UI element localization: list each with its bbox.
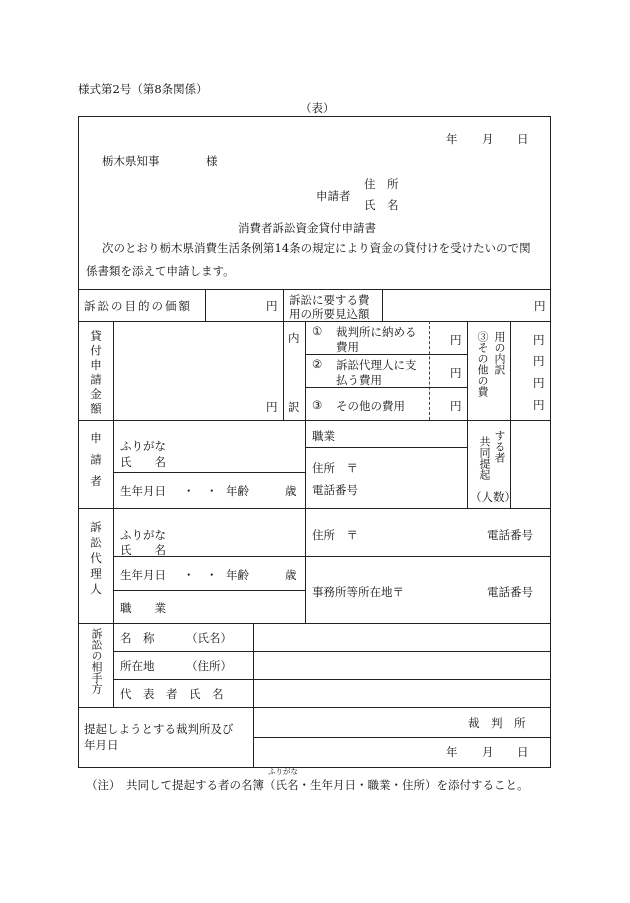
applicant-occupation: 職業 xyxy=(312,429,335,443)
applicant-header-address: 住 所 xyxy=(364,177,399,191)
applicant-birth: 生年月日 xyxy=(120,484,166,498)
date-month: 月 xyxy=(482,132,494,146)
lawsuit-cost-label-1: 訴訟に要する費 xyxy=(289,293,370,307)
breakdown-item2-line2: 払う費用 xyxy=(336,373,382,387)
other-label-a: 用の内訳 xyxy=(493,331,506,375)
addressee-name: 栃木県知事 xyxy=(102,154,160,168)
body-text-line2: 係書類を添えて申請します。 xyxy=(86,264,235,278)
breakdown-item3-num: ③ xyxy=(312,398,323,412)
breakdown-item1-unit: 円 xyxy=(450,333,462,347)
applicant-age-unit: 歳 xyxy=(285,484,297,498)
applicant-name: 氏 名 xyxy=(120,455,166,469)
attorney-office-phone: 電話番号 xyxy=(487,585,533,599)
claim-value-unit: 円 xyxy=(266,299,278,313)
loan-amount-unit: 円 xyxy=(266,400,278,414)
other-unit-3: 円 xyxy=(533,376,545,390)
claim-value-label: 訴訟の目的の価額 xyxy=(84,299,192,313)
lawsuit-cost-unit: 円 xyxy=(534,299,546,313)
applicant-address: 住所 〒 xyxy=(312,461,358,475)
breakdown-item2-num: ② xyxy=(312,357,323,371)
body-text-line1: 次のとおり栃木県消費生活条例第14条の規定により資金の貸付けを受けたいので関 xyxy=(102,241,531,255)
breakdown-item1-line2: 費用 xyxy=(336,340,359,354)
breakdown-item2-line1: 訴訟代理人に支 xyxy=(336,358,417,372)
attorney-birth-dots: ・ ・ xyxy=(183,568,218,582)
form-side: （表） xyxy=(300,101,335,115)
attorney-furigana: ふりがな xyxy=(120,528,166,542)
note-text: 共同して提起する者の名簿（氏名・生年月日・職業・住所）を添付すること。 xyxy=(126,778,529,792)
breakdown-item3-line1: その他の費用 xyxy=(336,399,405,413)
attorney-phone: 電話番号 xyxy=(487,528,533,542)
opponent-location: 所在地 xyxy=(120,659,155,673)
date-year: 年 xyxy=(446,132,458,146)
breakdown-item3-unit: 円 xyxy=(450,399,462,413)
joint-label-a: する者 xyxy=(493,430,506,463)
joint-label-b: 共同提起 xyxy=(478,436,491,480)
form-label: 様式第2号（第8条関係） xyxy=(78,82,208,96)
attorney-age: 年齢 xyxy=(226,568,249,582)
applicant-furigana: ふりがな xyxy=(120,439,166,453)
court-month: 月 xyxy=(482,745,494,759)
other-label-b: ③その他の費 xyxy=(476,331,489,397)
attorney-address: 住所 〒 xyxy=(312,528,358,542)
attorney-occupation: 職 業 xyxy=(120,601,166,615)
loan-amount-label: 貸付申請金額 xyxy=(89,330,103,417)
opponent-name: 名 称 xyxy=(120,631,155,645)
attorney-label: 訴訟代理人 xyxy=(89,521,103,599)
breakdown-item1-line1: 裁判所に納める xyxy=(336,325,417,339)
breakdown-label-top: 内 xyxy=(288,331,300,345)
court-label-2: 年月日 xyxy=(84,738,119,752)
addressee-honorific: 様 xyxy=(206,154,218,168)
court-year: 年 xyxy=(446,745,458,759)
opponent-rep: 代 表 者 氏 名 xyxy=(120,687,224,701)
lawsuit-cost-label-2: 用の所要見込額 xyxy=(289,307,370,321)
applicant-phone: 電話番号 xyxy=(312,483,358,497)
applicant-header-label: 申請者 xyxy=(316,189,351,203)
attorney-name: 氏 名 xyxy=(120,543,166,557)
breakdown-label-bottom: 訳 xyxy=(288,400,300,414)
applicant-label: 申請者 xyxy=(89,432,103,497)
opponent-name-alt: （氏名） xyxy=(186,631,232,645)
attorney-age-unit: 歳 xyxy=(285,568,297,582)
other-unit-2: 円 xyxy=(533,354,545,368)
note-ruby: ふりがな xyxy=(268,767,298,776)
court-label-1: 提起しようとする裁判所及び xyxy=(84,722,234,736)
applicant-header-name: 氏 名 xyxy=(364,198,399,212)
document-title: 消費者訴訟資金貸付申請書 xyxy=(238,221,376,235)
other-unit-1: 円 xyxy=(533,333,545,347)
court-day: 日 xyxy=(517,745,529,759)
breakdown-item1-num: ① xyxy=(312,324,323,338)
attorney-birth: 生年月日 xyxy=(120,568,166,582)
date-day: 日 xyxy=(517,132,529,146)
other-unit-4: 円 xyxy=(533,398,545,412)
joint-count: （人数） xyxy=(470,490,516,504)
opponent-location-alt: （住所） xyxy=(186,659,232,673)
applicant-age: 年齢 xyxy=(226,484,249,498)
note-mark: （注） xyxy=(86,778,121,792)
breakdown-item2-unit: 円 xyxy=(450,366,462,380)
court-suffix: 裁 判 所 xyxy=(468,716,526,730)
attorney-office: 事務所等所在地〒 xyxy=(312,585,404,599)
opponent-label: 訴訟の相手方 xyxy=(90,628,103,694)
applicant-birth-dots: ・ ・ xyxy=(183,484,218,498)
